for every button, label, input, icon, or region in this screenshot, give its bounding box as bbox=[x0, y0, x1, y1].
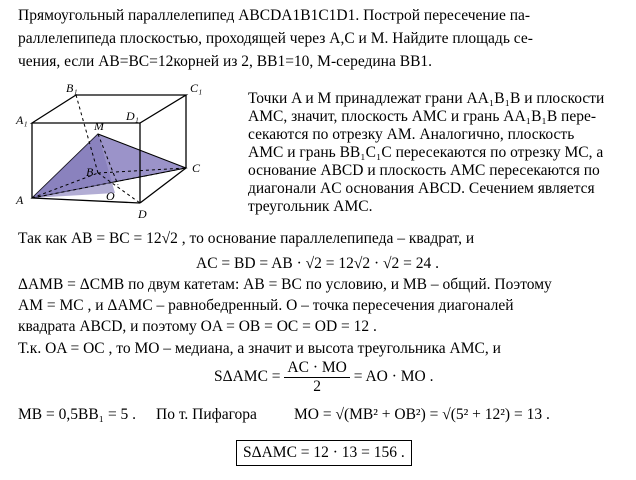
problem-line-2: раллелепипеда плоскостью, проходящей через А,С и М. Найдите площадь се- bbox=[18, 30, 533, 47]
problem-line-1: Прямоугольный параллелепипед ABCDA1B1C1D1. Построй пересечение па- bbox=[18, 7, 531, 24]
label-c: C bbox=[192, 161, 201, 175]
area-fraction bbox=[284, 359, 349, 396]
parallelepiped-figure bbox=[10, 78, 232, 228]
explanation-line-3: секаются по отрезку AM. Аналогично, плоскость bbox=[248, 126, 575, 143]
label-d: D bbox=[138, 207, 147, 221]
area-lhs: SΔAMC = bbox=[214, 368, 281, 385]
label-a: A bbox=[16, 193, 24, 207]
solution-line-7c: MO = √(MB² + OB²) = √(5² + 12²) = 13 . bbox=[294, 406, 550, 423]
label-b: B bbox=[86, 165, 94, 179]
explanation-line-4: AMC и грань BB₁C₁C пересекаются по отрезку MC, а bbox=[248, 144, 604, 161]
explanation-line-2: AMC, значит, плоскость AMC и грань AA₁B₁B пере- bbox=[248, 108, 597, 125]
solution-line-4: AM = MC , и ΔAMC – равнобедренный. O – точка пересечения диагоналей bbox=[18, 297, 514, 314]
label-o: O bbox=[106, 189, 115, 203]
explanation-line-1: Точки A и M принадлежат грани AA₁B₁B и плоскости bbox=[248, 90, 605, 107]
top-face bbox=[32, 95, 186, 123]
explanation-line-7: треугольник AMC. bbox=[248, 198, 373, 215]
area-formula bbox=[214, 358, 434, 398]
fraction-numerator: AC · MO bbox=[284, 359, 349, 378]
label-m: M bbox=[94, 119, 104, 133]
area-rhs: = AO · MO . bbox=[353, 368, 434, 385]
answer-box: SΔAMC = 12 · 13 = 156 . bbox=[236, 440, 412, 466]
solution-line-1: Так как AB = BC = 12√2 , то основание параллелепипеда – квадрат, и bbox=[18, 230, 475, 247]
label-b1: B₁ bbox=[66, 81, 78, 95]
solution-line-7b: По т. Пифагора bbox=[156, 406, 257, 423]
solution-line-6: Т.к. OA = OC , то МО – медиана, а значит и высота треугольника АМС, и bbox=[18, 340, 501, 357]
explanation-line-5: основание ABCD и плоскость AMC пересекаются по bbox=[248, 162, 600, 179]
solution-line-5: квадрата ABCD, и поэтому OA = OB = OC = OD = 12 . bbox=[18, 318, 377, 335]
solution-line-3: ΔAMB = ΔCMB по двум катетам: AB = BC по условию, и MB – общий. Поэтому bbox=[18, 276, 552, 293]
explanation-line-6: диагонали AC основания ABCD. Сечением является bbox=[248, 180, 595, 197]
problem-line-3: чения, если АВ=ВС=12корней из 2, ВВ1=10, М-середина ВВ1. bbox=[18, 53, 433, 70]
label-a1: A₁ bbox=[16, 113, 28, 127]
edge-ad bbox=[32, 198, 140, 203]
label-c1: C₁ bbox=[190, 81, 203, 95]
solution-line-7a: MB = 0,5BB₁ = 5 . bbox=[18, 406, 137, 423]
fraction-denominator: 2 bbox=[313, 377, 321, 395]
solution-line-2: AC = BD = AB · √2 = 12√2 · √2 = 24 . bbox=[196, 255, 440, 272]
label-d1: D₁ bbox=[126, 109, 139, 123]
